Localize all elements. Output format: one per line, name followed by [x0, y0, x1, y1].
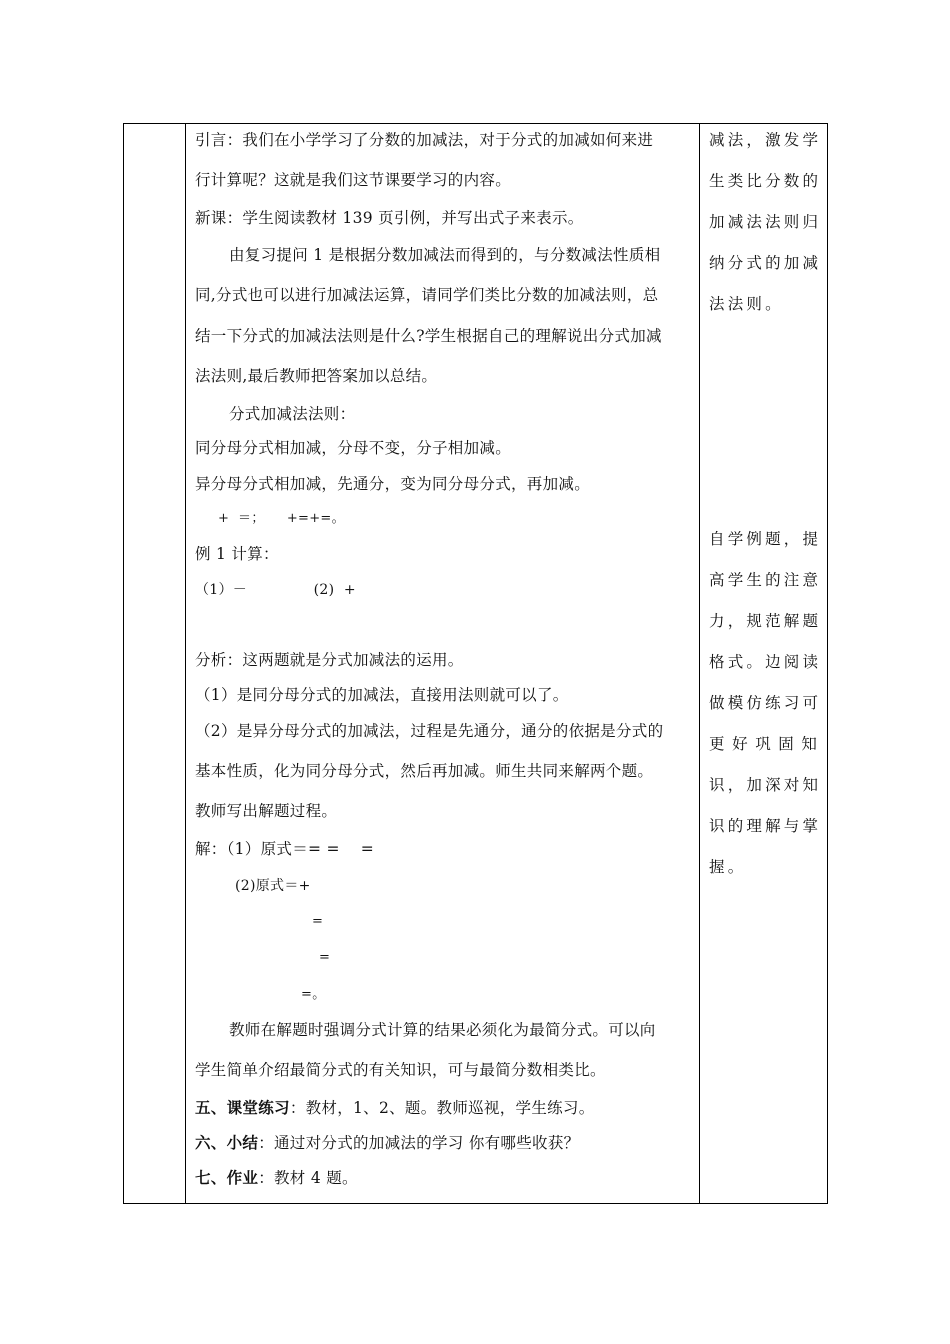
- paragraph-line: 结一下分式的加减法法则是什么?学生根据自己的理解说出分式加减: [195, 327, 662, 345]
- example-heading: 例 1 计算：: [195, 545, 279, 563]
- example-items: （1）－ (2) +: [195, 582, 356, 598]
- note-line: 高学生的注意: [709, 571, 822, 589]
- analysis-line: 基本性质，化为同分母分式，然后再加减。师生共同来解两个题。: [195, 762, 654, 780]
- note-line: 做模仿练习可: [709, 694, 822, 712]
- section-homework-text: ：教材 4 题。: [258, 1169, 358, 1187]
- rule-line: 同分母分式相加减，分母不变，分子相加减。: [195, 439, 512, 457]
- teacher-line: 教师写出解题过程。: [195, 802, 338, 820]
- note-line: 格式。边阅读: [709, 653, 822, 671]
- section-practice-text: ：教材，1、2、题。教师巡视，学生练习。: [289, 1099, 595, 1117]
- lesson-plan-table: [123, 123, 828, 1204]
- note-line: 识，加深对知: [709, 776, 822, 794]
- solution-line: 解：（1）原式＝= = =: [195, 840, 375, 858]
- analysis-line: （1）是同分母分式的加减法，直接用法则就可以了。: [195, 686, 569, 704]
- section-summary: [195, 1133, 579, 1153]
- note-line: 加减法法则归: [709, 213, 822, 231]
- note-line: 识的理解与掌: [709, 817, 822, 835]
- note-line: 生类比分数的: [709, 172, 822, 190]
- note-line: 握。: [709, 858, 747, 876]
- paragraph-line: 同,分式也可以进行加减法运算，请同学们类比分数的加减法则，总: [195, 286, 659, 304]
- paragraph-line: 由复习提问 1 是根据分数加减法而得到的，与分数减法性质相: [229, 246, 661, 264]
- lesson-content-cell: [186, 124, 699, 1203]
- design-intent-cell: [700, 124, 828, 1203]
- intro-line: 引言：我们在小学学习了分数的加减法，对于分式的加减如何来进: [195, 131, 654, 149]
- paragraph-line: 法法则,最后教师把答案加以总结。: [195, 367, 438, 385]
- solution-line: =: [312, 914, 324, 929]
- intro-line: 行计算呢？这就是我们这节课要学习的内容。: [195, 171, 512, 189]
- note-line: 自学例题，提: [709, 530, 822, 548]
- emphasis-line: 教师在解题时强调分式计算的结果必须化为最简分式。可以向: [229, 1021, 656, 1039]
- section-homework: [195, 1168, 358, 1188]
- new-lesson-line: 新课：学生阅读教材 139 页引例，并写出式子来表示。: [195, 209, 584, 227]
- note-line: 纳分式的加减: [709, 254, 822, 272]
- note-line: 更好巩固知: [709, 735, 825, 753]
- rule-line: 异分母分式相加减，先通分，变为同分母分式，再加减。: [195, 475, 591, 493]
- note-line: 法法则。: [709, 295, 784, 313]
- emphasis-line: 学生简单介绍最简分式的有关知识，可与最简分数相类比。: [195, 1061, 606, 1079]
- section-practice: [195, 1098, 595, 1118]
- solution-line: (2)原式＝+: [235, 878, 311, 894]
- analysis-line: （2）是异分母分式的加减法，过程是先通分，通分的依据是分式的: [195, 722, 664, 740]
- section-practice-heading: 五、课堂练习: [195, 1098, 290, 1117]
- section-summary-heading: 六、小结: [195, 1133, 259, 1152]
- formula-line: + ＝； +=+=。: [218, 511, 345, 526]
- rule-heading: 分式加减法法则：: [229, 405, 356, 423]
- note-line: 力，规范解题: [709, 612, 822, 630]
- analysis-line: 分析：这两题就是分式加减法的运用。: [195, 651, 464, 669]
- note-line: 减法，激发学: [709, 131, 822, 149]
- solution-line: =: [319, 950, 331, 965]
- section-homework-heading: 七、作业: [195, 1168, 259, 1187]
- solution-line: =。: [301, 987, 326, 1002]
- section-summary-text: ：通过对分式的加减法的学习 你有哪些收获？: [258, 1134, 580, 1152]
